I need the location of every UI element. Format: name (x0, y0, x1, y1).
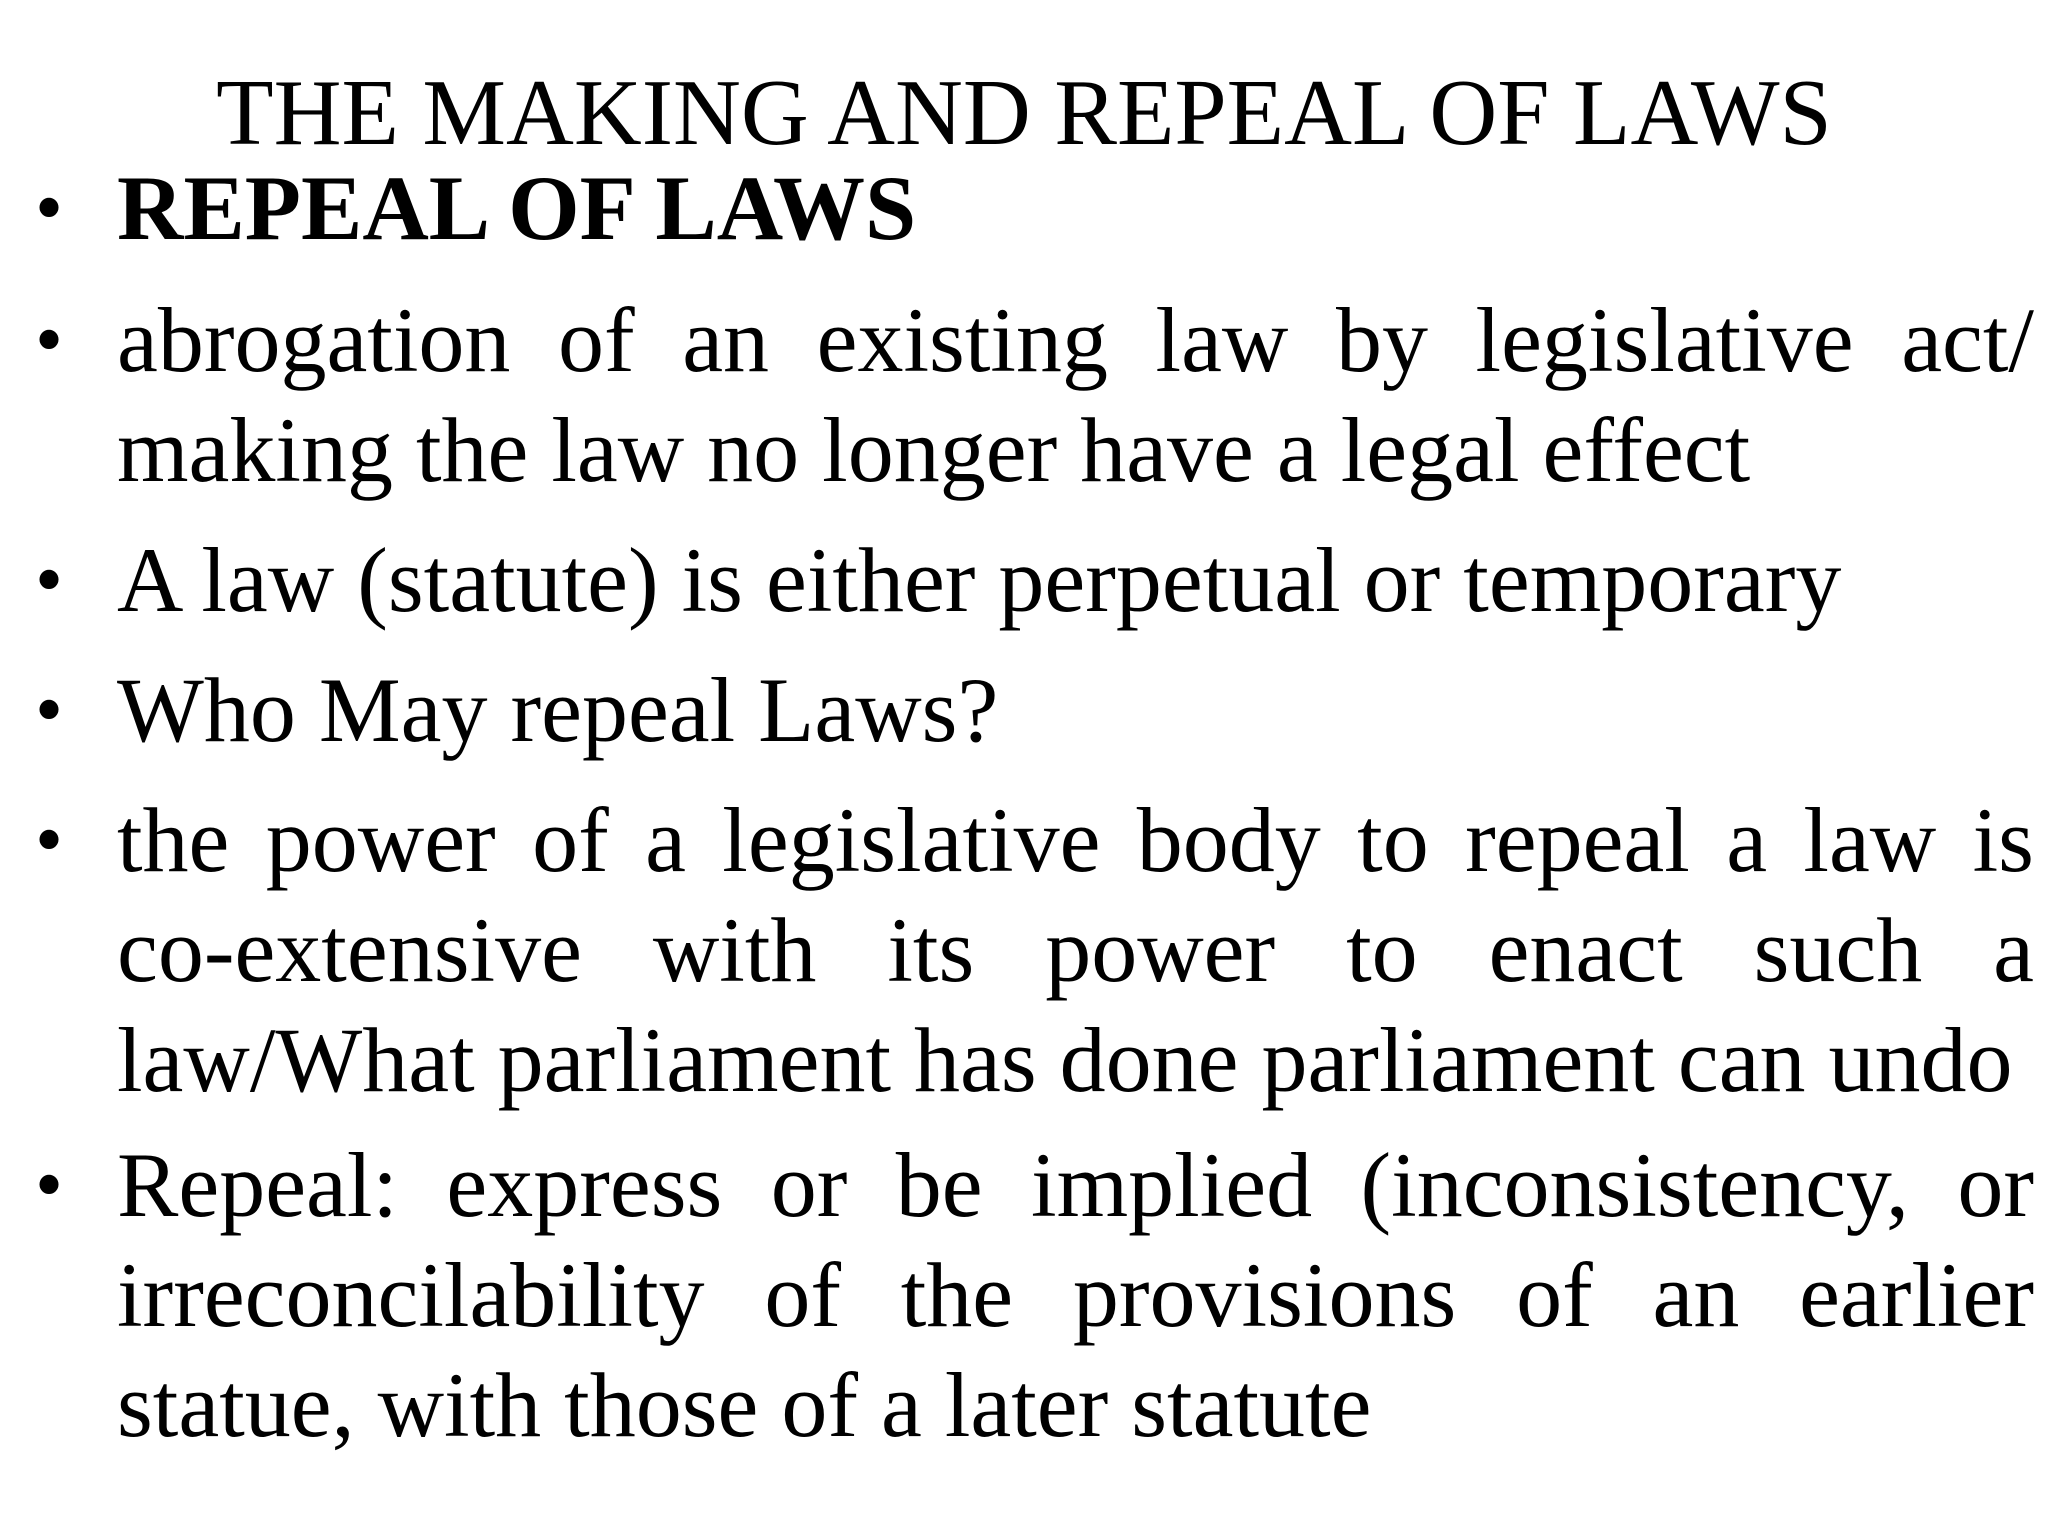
bullet-icon: • (35, 796, 64, 884)
bullet-icon: • (35, 164, 64, 252)
bullet-text: REPEAL OF LAWS (117, 157, 917, 259)
bullet-text: abrogation of an existing law by legislative act/ making the law no longer have a legal effect (117, 289, 2034, 501)
bullet-text: A law (statute) is either perpetual or temporary (117, 529, 1842, 631)
bullet-text: the power of a legislative body to repeal a law is co-extensive with its power to enact such a law/What parliament has done parliament can undo (117, 789, 2034, 1111)
slide-title: THE MAKING AND REPEAL OF LAWS (216, 61, 1832, 165)
bullet-icon: • (35, 1141, 64, 1229)
bullet-text: Who May repeal Laws? (117, 659, 999, 761)
bullet-text: Repeal: express or be implied (inconsistency, or irreconcilability of the provisions of an earlier statue, with those of a later statute (117, 1134, 2034, 1456)
bullet-icon: • (35, 536, 64, 624)
bullet-icon: • (35, 666, 64, 754)
bullet-icon: • (35, 296, 64, 384)
